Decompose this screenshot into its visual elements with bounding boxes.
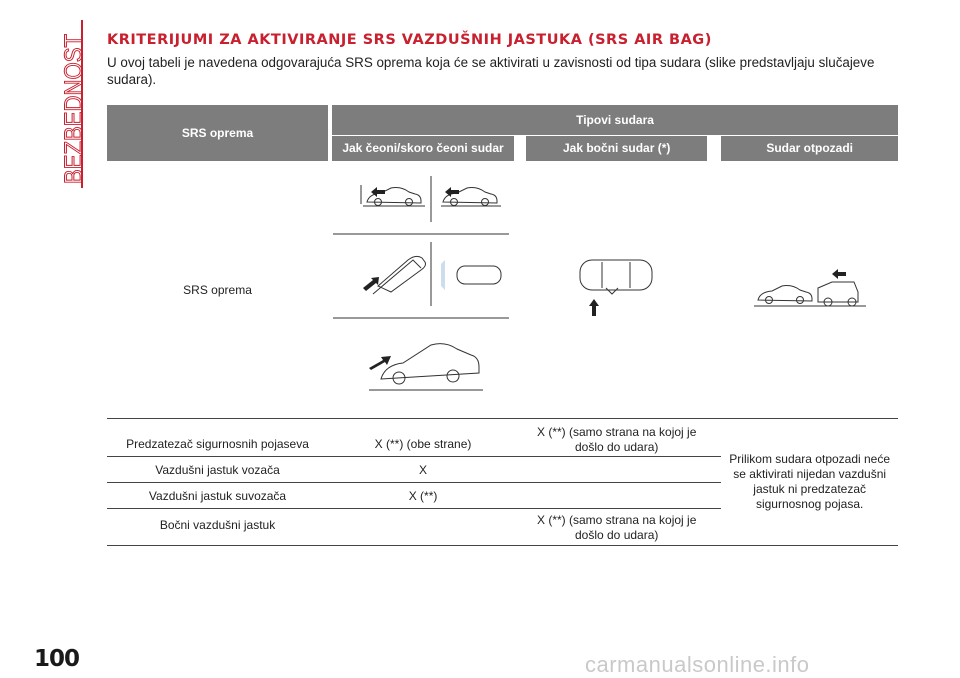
cell-passenger-airbag-side <box>526 483 707 509</box>
header-frontal: Jak čeoni/skoro čeoni sudar <box>332 135 514 161</box>
side-illustration <box>526 161 707 419</box>
row-label-side-airbag: Bočni vazdušni jastuk <box>107 509 328 546</box>
watermark: carmanualsonline.info <box>585 652 810 677</box>
row-label-passenger-airbag: Vazdušni jastuk suvozača <box>107 483 328 509</box>
header-srs-equipment: SRS oprema <box>107 105 328 161</box>
side-crash-illustration <box>572 258 662 318</box>
rear-illustration <box>721 161 898 419</box>
frontal-crash-illustration <box>333 164 513 412</box>
cell-driver-airbag-side <box>526 457 707 483</box>
cell-driver-airbag-frontal: X <box>332 457 514 483</box>
page-number: 100 <box>34 646 80 672</box>
section-label-text: BEZBEDNOST <box>60 24 88 184</box>
cell-rear-note: Prilikom sudara otpozadi neće se aktivirati nijedan vazdušni jastuk ni predzatezač sigurnosnog pojasa. <box>721 419 898 546</box>
header-rear: Sudar otpozadi <box>721 135 898 161</box>
section-label <box>52 24 92 184</box>
cell-pretensioner-side: X (**) (samo strana na kojoj je došlo do udara) <box>536 425 697 454</box>
header-side: Jak bočni sudar (*) <box>526 135 707 161</box>
intro-paragraph: U ovoj tabeli je navedena odgovarajuća SRS oprema koja će se aktivirati u zavisnosti od tipa sudara (slike predstavljaju slučajeve sudara). <box>107 55 875 87</box>
section-divider <box>81 20 83 188</box>
cell-side-airbag-frontal <box>332 509 514 546</box>
image-row-label: SRS oprema <box>107 161 328 419</box>
frontal-illustrations <box>332 161 514 419</box>
cell-passenger-airbag-frontal: X (**) <box>332 483 514 509</box>
page-title: KRITERIJUMI ZA AKTIVIRANJE SRS VAZDUŠNIH JASTUKA (SRS AIR BAG) <box>107 32 712 48</box>
row-label-driver-airbag: Vazdušni jastuk vozača <box>107 457 328 483</box>
srs-criteria-table <box>107 105 898 546</box>
rear-crash-illustration <box>750 258 870 318</box>
cell-side-airbag-side: X (**) (samo strana na kojoj je došlo do udara) <box>526 509 707 546</box>
row-label-pretensioner: Predzatezač sigurnosnih pojaseva <box>126 437 309 451</box>
header-collision-types: Tipovi sudara <box>332 105 898 135</box>
cell-pretensioner-frontal: X (**) (obe strane) <box>374 437 472 451</box>
